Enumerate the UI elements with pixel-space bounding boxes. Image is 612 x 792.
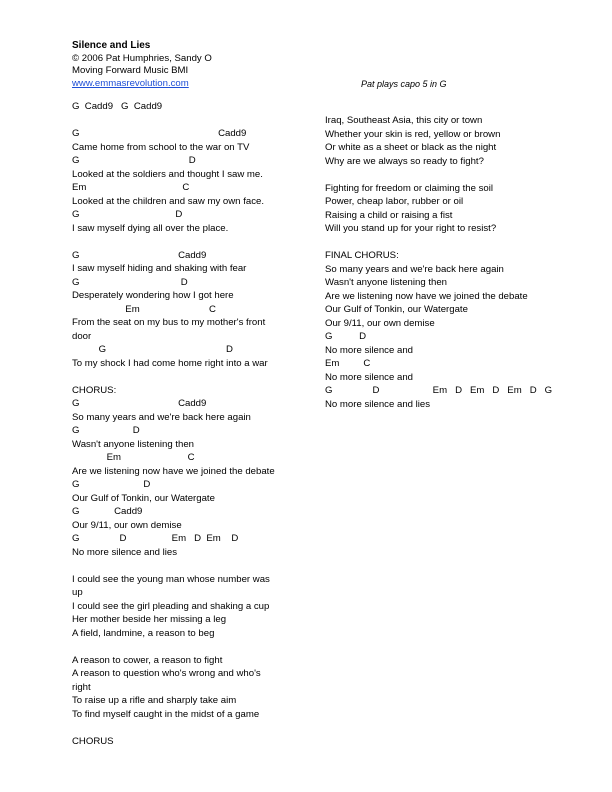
lyric-line: G D — [72, 425, 140, 436]
lyric-line: Our Gulf of Tonkin, our Watergate — [72, 492, 215, 504]
song-title: Silence and Lies — [72, 40, 151, 51]
lyric-line: Desperately wondering how I got here — [72, 290, 234, 301]
lyric-line: A field, landmine, a reason to beg — [72, 627, 215, 639]
capo-note: Pat plays capo 5 in G — [361, 79, 447, 89]
lyrics-column-right — [325, 114, 565, 411]
lyric-line: A reason to question who's wrong and who's — [72, 668, 261, 679]
lyric-line: FINAL CHORUS: — [325, 250, 399, 261]
lyric-line — [325, 236, 565, 250]
lyric-line — [72, 721, 312, 735]
lyric-line: Our 9/11, our own demise — [325, 317, 435, 329]
publisher-line: Moving Forward Music BMI — [72, 65, 189, 77]
lyric-line: Iraq, Southeast Asia, this city or town — [325, 115, 483, 126]
lyric-line: right — [72, 681, 91, 693]
lyric-line: G D — [325, 331, 367, 342]
lyric-line — [72, 640, 312, 654]
lyric-line: Em C — [325, 358, 371, 369]
lyric-line: G Cadd9 — [72, 398, 207, 409]
lyric-line: Looked at the children and saw my own face. — [72, 195, 264, 207]
lyric-line: Em C — [72, 182, 190, 193]
lyric-line: Will you stand up for your right to resist? — [325, 223, 497, 234]
lyric-line — [72, 114, 312, 128]
song-header — [72, 40, 212, 90]
lyric-line: Whether your skin is red, yellow or brown — [325, 128, 501, 140]
lyric-line: Our 9/11, our own demise — [72, 519, 182, 531]
lyric-line: To find myself caught in the midst of a game — [72, 708, 260, 720]
lyric-line: G Cadd9 G Cadd9 — [72, 101, 163, 112]
lyric-line: Raising a child or raising a fist — [325, 209, 453, 221]
lyric-line: Are we listening now have we joined the debate — [72, 465, 275, 477]
lyric-line: I saw myself dying all over the place. — [72, 222, 229, 234]
lyric-line: up — [72, 587, 83, 598]
lyric-line: I saw myself hiding and shaking with fear — [72, 263, 247, 274]
lyric-line: CHORUS — [72, 735, 114, 747]
website-link[interactable]: www.emmasrevolution.com — [72, 77, 189, 89]
lyric-line — [325, 168, 565, 182]
lyric-line: Wasn't anyone listening then — [72, 438, 195, 450]
lyric-line: No more silence and — [325, 371, 413, 383]
lyric-line: G Cadd9 — [72, 506, 143, 517]
lyric-line: G D — [72, 344, 233, 355]
lyric-line: Her mother beside her missing a leg — [72, 614, 227, 625]
lyric-line: So many years and we're back here again — [72, 411, 251, 423]
lyric-line: Our Gulf of Tonkin, our Watergate — [325, 304, 468, 315]
lyric-line: No more silence and lies — [325, 398, 431, 410]
lyrics-column-left — [72, 100, 312, 748]
copyright-line: © 2006 Pat Humphries, Sandy O — [72, 52, 212, 64]
lyric-line: Looked at the soldiers and thought I saw me. — [72, 168, 263, 180]
lyric-line: G D — [72, 479, 151, 490]
lyric-line: Or white as a sheet or black as the night — [325, 142, 497, 153]
lyric-line: Power, cheap labor, rubber or oil — [325, 196, 464, 207]
lyric-line: From the seat on my bus to my mother's front — [72, 317, 266, 328]
lyric-line: Wasn't anyone listening then — [325, 277, 448, 288]
lyric-line: I could see the young man whose number was — [72, 573, 270, 585]
lyric-line: Why are we always so ready to fight? — [325, 155, 484, 167]
lyric-line: G D — [72, 276, 188, 288]
lyric-line: CHORUS: — [72, 384, 117, 396]
lyric-line: Em C — [72, 452, 195, 463]
lyric-line: A reason to cower, a reason to fight — [72, 654, 223, 666]
lyric-line: To my shock I had come home right into a war — [72, 357, 268, 369]
lyric-line: G D Em D Em D Em D G — [325, 385, 553, 396]
lyric-line — [72, 235, 312, 249]
lyric-line: Em C — [72, 303, 216, 315]
lyric-line: So many years and we're back here again — [325, 263, 504, 275]
lyric-line: G Cadd9 — [72, 249, 207, 261]
lyric-line: To raise up a rifle and sharply take aim — [72, 695, 237, 706]
lyric-line: Fighting for freedom or claiming the soil — [325, 182, 493, 194]
lyric-line — [72, 370, 312, 384]
lyric-line: door — [72, 330, 92, 342]
lyric-line: G D — [72, 155, 196, 166]
lyric-line: G D — [72, 209, 183, 220]
lyric-line: I could see the girl pleading and shaking a cup — [72, 600, 270, 612]
lyric-line: No more silence and — [325, 344, 413, 356]
lyric-line — [72, 559, 312, 573]
lyric-line: G D Em D Em D — [72, 533, 239, 544]
lyric-line: Are we listening now have we joined the debate — [325, 290, 528, 302]
lyric-line: No more silence and lies — [72, 546, 178, 558]
lyric-line: Came home from school to the war on TV — [72, 141, 250, 153]
lyric-line: G Cadd9 — [72, 128, 247, 139]
